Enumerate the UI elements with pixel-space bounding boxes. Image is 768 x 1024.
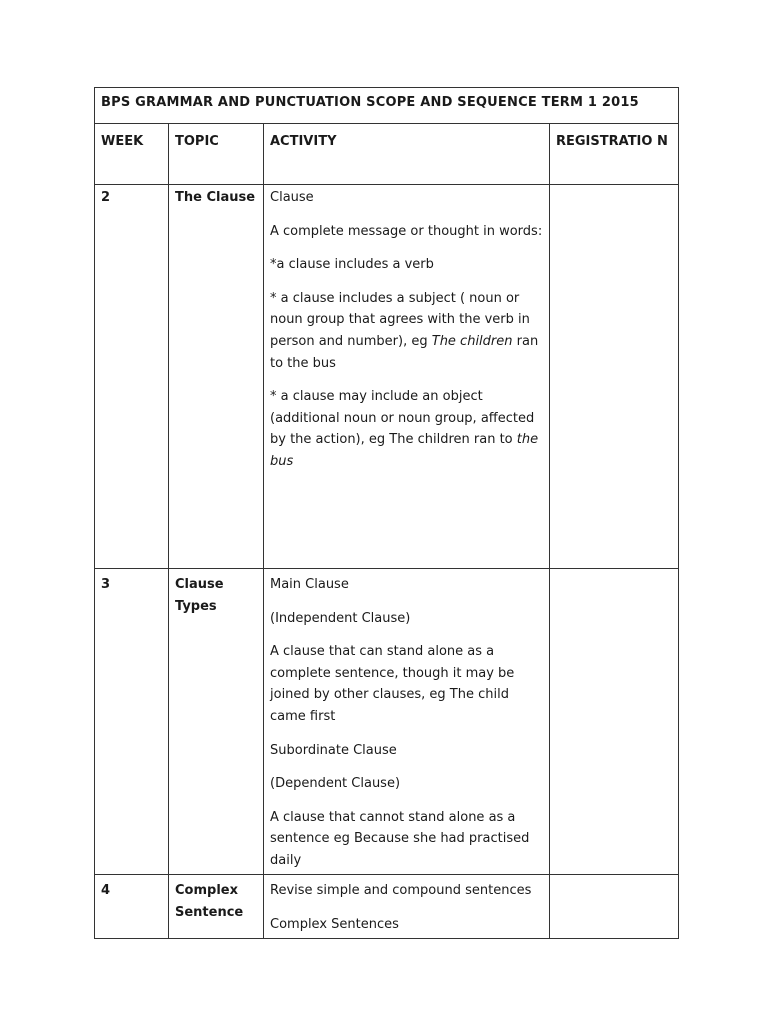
topic-cell: The Clause bbox=[169, 185, 264, 569]
activity-paragraph: Main Clause bbox=[270, 577, 349, 592]
activity-paragraph bbox=[270, 386, 543, 472]
activity-paragraph: A complete message or thought in words: bbox=[270, 223, 543, 239]
activity-paragraph: Subordinate Clause bbox=[270, 742, 397, 758]
activity-paragraph: Revise simple and compound sentences bbox=[270, 883, 532, 898]
title-row bbox=[95, 88, 679, 124]
activity-paragraph: (Independent Clause) bbox=[270, 610, 411, 626]
activity-paragraph: (Dependent Clause) bbox=[270, 776, 401, 792]
week-cell: 4 bbox=[95, 875, 169, 939]
week-cell: 3 bbox=[95, 569, 169, 875]
activity-paragraph: *a clause includes a verb bbox=[270, 257, 434, 273]
activity-text: ran to the bus bbox=[270, 333, 539, 371]
activity-example-italic: The children bbox=[431, 333, 513, 349]
activity-paragraph: A clause that can stand alone as a complete sentence, though it may be joined by other clauses, eg The child came first bbox=[270, 644, 515, 724]
activity-paragraph bbox=[270, 288, 543, 374]
table-row bbox=[95, 569, 679, 875]
activity-example-italic: the bus bbox=[270, 432, 539, 469]
activity-cell bbox=[264, 875, 550, 939]
activity-text: * a clause may include an object (additional noun or noun group, affected by the action), eg The children ran to bbox=[270, 389, 535, 448]
table-row bbox=[95, 185, 679, 569]
registration-cell bbox=[550, 569, 679, 875]
table-title: BPS GRAMMAR AND PUNCTUATION SCOPE AND SEQUENCE TERM 1 2015 bbox=[95, 88, 679, 124]
activity-paragraph: A clause that cannot stand alone as a sentence eg Because she had practised daily bbox=[270, 809, 530, 868]
activity-cell bbox=[264, 569, 550, 875]
scope-sequence-table bbox=[94, 87, 679, 939]
header-activity: ACTIVITY bbox=[264, 124, 550, 185]
activity-cell bbox=[264, 185, 550, 569]
activity-paragraph: Complex Sentences bbox=[270, 916, 399, 932]
activity-text: * a clause includes a subject ( noun or noun group that agrees with the verb in person and number), eg bbox=[270, 290, 530, 349]
activity-paragraph: Clause bbox=[270, 190, 314, 205]
registration-cell bbox=[550, 875, 679, 939]
header-week: WEEK bbox=[95, 124, 169, 185]
week-cell: 2 bbox=[95, 185, 169, 569]
topic-cell: Complex Sentence bbox=[169, 875, 264, 939]
registration-cell bbox=[550, 185, 679, 569]
header-topic: TOPIC bbox=[169, 124, 264, 185]
topic-cell: Clause Types bbox=[169, 569, 264, 875]
table-row bbox=[95, 875, 679, 939]
header-registration: REGISTRATIO N bbox=[550, 124, 679, 185]
header-row bbox=[95, 124, 679, 185]
